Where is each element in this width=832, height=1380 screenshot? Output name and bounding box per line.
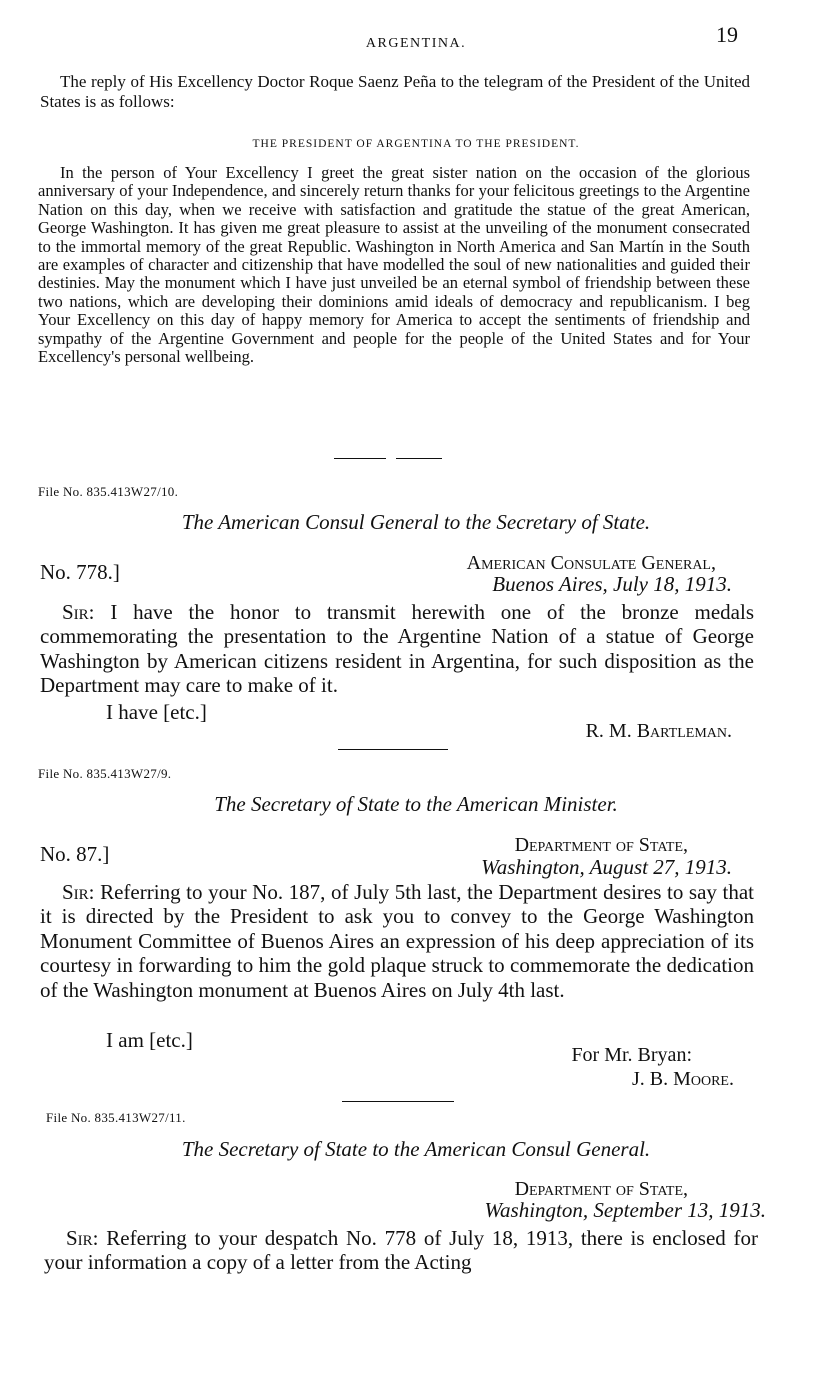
document-title: The American Consul General to the Secretary of State.	[181, 510, 651, 534]
section-divider	[342, 1101, 454, 1102]
telegram-caption: THE PRESIDENT OF ARGENTINA TO THE PRESIDENT.	[252, 138, 580, 150]
document-title: The Secretary of State to the American Consul General.	[181, 1137, 651, 1161]
closing: I have [etc.]	[106, 700, 207, 724]
signature-line-2: J. B. Moore.	[631, 1068, 734, 1090]
letter-text: I have the honor to transmit herewith one of the bronze medals commemorating the presentation to the Argentine Nation of a statue of George Washington by American citizens resident in Argentina, for such disposition as the Department may care to make of it.	[40, 600, 755, 698]
salutation: Sir:	[62, 600, 95, 624]
letter-text: Referring to your despatch No. 778 of July 18, 1913, there is enclosed for your information a copy of a letter from the Acting	[44, 1226, 759, 1275]
sender-office: Department of State,	[514, 834, 688, 856]
file-number: File No. 835.413W27/9.	[38, 766, 172, 781]
intro-paragraph: The reply of His Excellency Doctor Roque Saenz Peña to the telegram of the President of the United States is as follows:	[40, 72, 750, 111]
section-divider	[334, 458, 386, 459]
file-number: File No. 835.413W27/11.	[46, 1110, 186, 1125]
letter-text: Referring to your No. 187, of July 5th last, the Department desires to say that it is directed by the President to ask you to convey to the George Washington Monument Committee of Buenos Aires an expression of his deep appreciation of its courtesy in forwarding to him the gold plaque struck to commemorate the dedication of the Washington monument at Buenos Aires on July 4th last.	[40, 880, 754, 1002]
running-head: ARGENTINA.	[365, 36, 467, 51]
signature-line-1: For Mr. Bryan:	[571, 1044, 692, 1066]
dateline: Buenos Aires, July 18, 1913.	[492, 572, 732, 596]
section-divider	[396, 458, 442, 459]
salutation: Sir:	[66, 1226, 99, 1250]
sender-office: American Consulate General,	[466, 552, 716, 574]
salutation: Sir:	[62, 880, 95, 904]
signature: R. M. Bartleman.	[585, 720, 732, 742]
document-title: The Secretary of State to the American Minister.	[214, 792, 618, 816]
letter-body	[40, 880, 754, 1002]
section-divider	[338, 749, 448, 750]
closing: I am [etc.]	[106, 1028, 193, 1052]
dateline: Washington, September 13, 1913.	[484, 1198, 766, 1222]
sender-office: Department of State,	[514, 1178, 688, 1200]
dateline: Washington, August 27, 1913.	[481, 855, 732, 879]
document-number: No. 87.]	[40, 842, 110, 866]
letter-body	[40, 600, 754, 698]
file-number: File No. 835.413W27/10.	[38, 484, 179, 499]
telegram-body: In the person of Your Excellency I greet the great sister nation on the occasion of the glorious anniversary of your Independence, and sincerely return thanks for your felicitous greetings to the Argentine Nation on this day, when we receive with satisfaction and gratitude the statue of the great American, George Washington. It has given me great pleasure to assist at the unveiling of the monument consecrated to the immortal memory of the great Republic. Washington in North America and San Martín in the South are examples of character and citizenship that have modelled the soul of new nationalities and guided their destinies. May the monument which I have just unveiled be an eternal symbol of friendship between these two nations, which are developing their dominions amid ideals of democracy and republicanism. I beg Your Excellency on this day of happy memory for America to accept the sentiments of friendship and sympathy of the Argentine Government and people for the people of the United States and for Your Excellency's personal wellbeing.	[38, 163, 750, 367]
letter-body	[44, 1226, 758, 1275]
document-number: No. 778.]	[40, 560, 120, 584]
page-number: 19	[716, 22, 738, 47]
